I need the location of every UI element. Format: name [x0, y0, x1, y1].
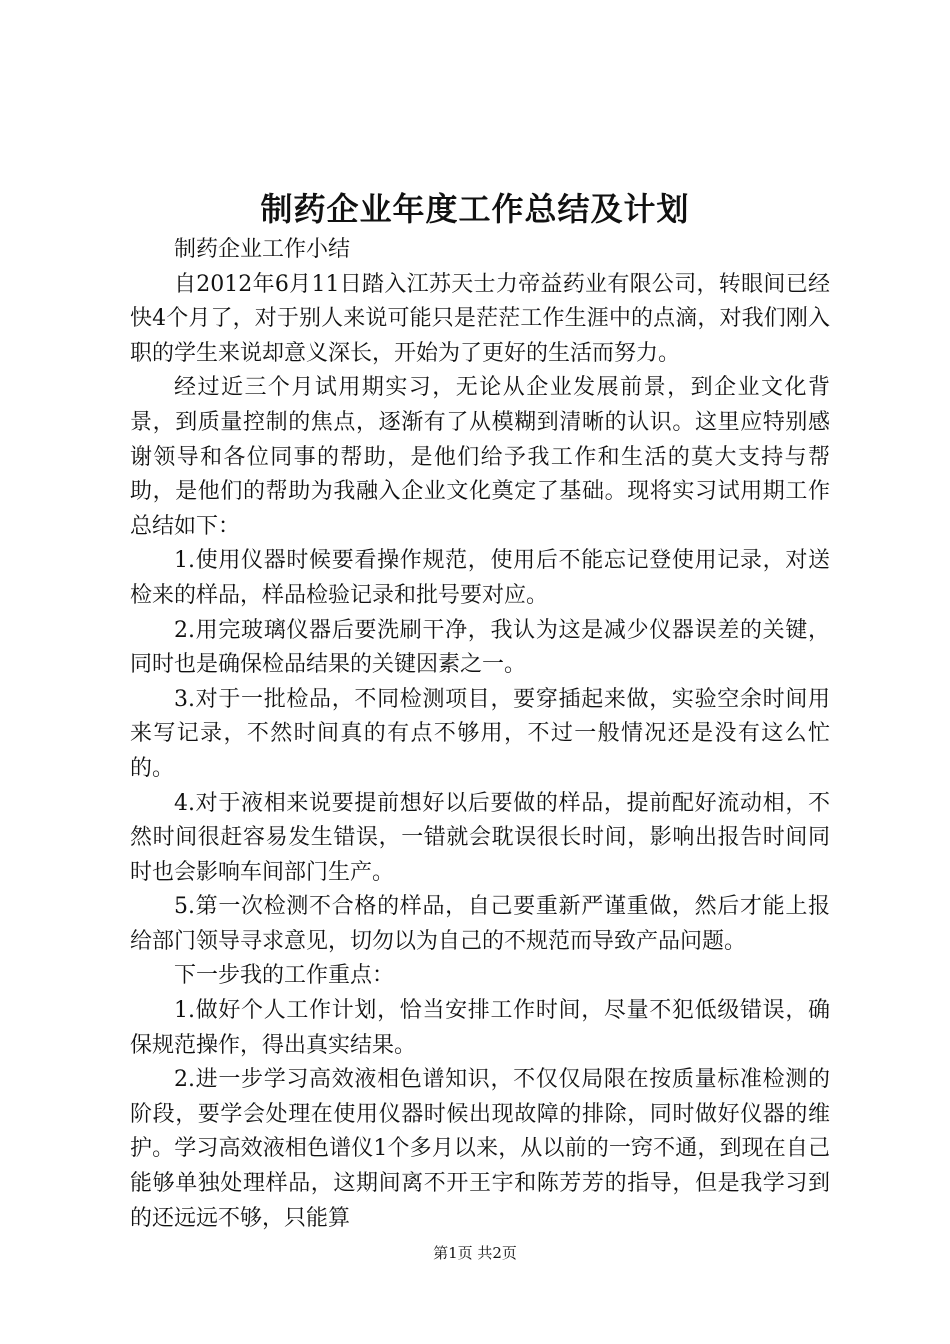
document-title: 制药企业年度工作总结及计划 — [260, 190, 690, 228]
list-item: 4.对于液相来说要提前想好以后要做的样品，提前配好流动相，不然时间很赶容易发生错误，一错就会耽误很长时间，影响出报告时间同时也会影响车间部门生产。 — [130, 790, 830, 885]
section-heading: 下一步我的工作重点： — [174, 963, 395, 989]
list-item: 1.使用仪器时候要看操作规范，使用后不能忘记登使用记录，对送检来的样品，样品检验记录和批号要对应。 — [130, 548, 830, 608]
list-item: 2.用完玻璃仪器后要洗刷干净，我认为这是减少仪器误差的关键，同时也是确保检品结果的关键因素之一。 — [130, 617, 830, 678]
page-number-footer: 第1页 共2页 — [433, 1244, 517, 1262]
paragraph-subtitle: 制药企业工作小结 — [174, 237, 351, 262]
list-item: 3.对于一批检品，不同检测项目，要穿插起来做，实验空余时间用来写记录，不然时间真的有点不够用，不过一般情况还是没有这么忙的。 — [130, 686, 830, 781]
paragraph: 经过近三个月试用期实习，无论从企业发展前景，到企业文化背景，到质量控制的焦点，逐渐有了从模糊到清晰的认识。这里应特别感谢领导和各位同事的帮助，是他们给予我工作和生活的莫大支持与帮助，是他们的帮助为我融入企业文化奠定了基础。现将实习试用期工作总结如下： — [130, 375, 830, 539]
list-item: 5.第一次检测不合格的样品，自己要重新严谨重做，然后才能上报给部门领导寻求意见，切勿以为自己的不规范而导致产品问题。 — [130, 894, 830, 954]
paragraph: 自2012年6月11日踏入江苏天士力帝益药业有限公司，转眼间已经快4个月了，对于别人来说可能只是茫茫工作生涯中的点滴，对我们刚入职的学生来说却意义深长，开始为了更好的生活而努力。 — [130, 271, 830, 366]
list-item: 2.进一步学习高效液相色谱知识，不仅仅局限在按质量标准检测的阶段，要学会处理在使用仪器时候出现故障的排除，同时做好仪器的维护。学习高效液相色谱仪1个多月以来，从以前的一窍不通，到现在自己能够单独处理样品，这期间离不开王宇和陈芳芳的指导，但是我学习到的还远远不够，只能算 — [130, 1067, 830, 1231]
document-body — [130, 233, 830, 1236]
list-item: 1.做好个人工作计划，恰当安排工作时间，尽量不犯低级错误，确保规范操作，得出真实结果。 — [130, 998, 830, 1058]
